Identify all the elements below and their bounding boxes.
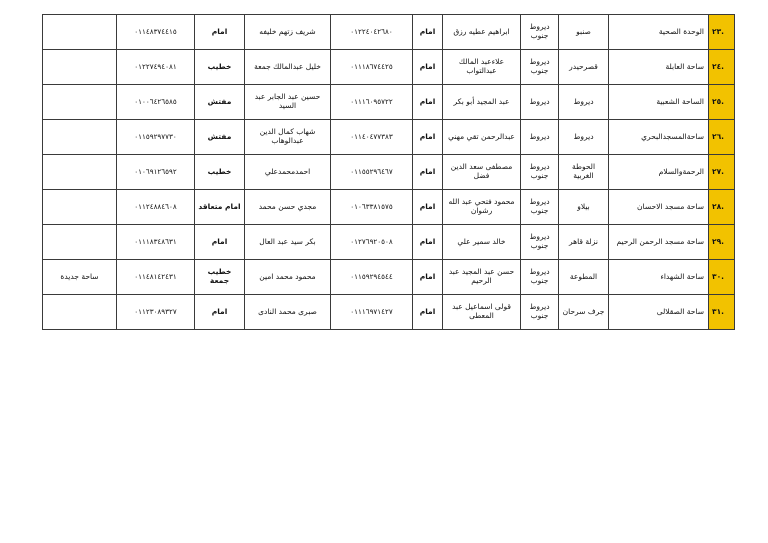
- note-cell: [43, 85, 117, 120]
- imam-phone-cell: ٠١٠٦٣٣٨١٥٧٥: [331, 190, 413, 225]
- second-phone-cell: ٠١١٥٩٢٩٧٧٣٠: [117, 120, 195, 155]
- row-number-cell: ٢٣.: [709, 15, 735, 50]
- note-cell: [43, 190, 117, 225]
- table-row: [43, 120, 735, 155]
- second-name-cell: شريف زتهم خليفه: [245, 15, 331, 50]
- imam-role-cell: امام: [413, 295, 443, 330]
- second-name-cell: احمدمحمدعلي: [245, 155, 331, 190]
- village-cell: نزلة قاهر: [559, 225, 609, 260]
- mosque-name-cell: ساحة الصقلالى: [609, 295, 709, 330]
- imam-phone-cell: ٠١١١٨٦٧٤٤٢٥: [331, 50, 413, 85]
- imam-role-cell: امام: [413, 260, 443, 295]
- second-phone-cell: ٠١١٤٨٣٧٤٤١٥: [117, 15, 195, 50]
- second-phone-cell: ٠١٠٦٩١٢٦٥٩٢: [117, 155, 195, 190]
- note-cell: [43, 225, 117, 260]
- imam-phone-cell: ٠١١١٦٠٩٥٧٢٢: [331, 85, 413, 120]
- imam-name-cell: مصطفى سعد الدين فضل: [443, 155, 521, 190]
- second-role-cell: مفتش: [195, 85, 245, 120]
- imam-phone-cell: ٠١١١٦٩٧١٤٢٧: [331, 295, 413, 330]
- imam-phone-cell: ٠١١٥٩٢٩٤٥٤٤: [331, 260, 413, 295]
- imam-name-cell: خالد سمير علي: [443, 225, 521, 260]
- second-phone-cell: ٠١١٢٤٨٨٤٦٠٨: [117, 190, 195, 225]
- row-number-cell: ٢٩.: [709, 225, 735, 260]
- row-number-cell: ٢٧.: [709, 155, 735, 190]
- mosque-name-cell: ساحة مسجد الاحسان: [609, 190, 709, 225]
- imam-role-cell: امام: [413, 155, 443, 190]
- village-cell: صنبو: [559, 15, 609, 50]
- second-name-cell: خليل عبدالمالك جمعة: [245, 50, 331, 85]
- row-number-cell: ٣٠.: [709, 260, 735, 295]
- imam-phone-cell: ٠١١٤٠٤٧٧٣٨٣: [331, 120, 413, 155]
- table-row: [43, 155, 735, 190]
- mosque-name-cell: ساحة الشهداء: [609, 260, 709, 295]
- imam-role-cell: امام: [413, 225, 443, 260]
- center-cell: ديروط جنوب: [521, 295, 559, 330]
- second-phone-cell: ٠١١٤٨١٤٢٤٣١: [117, 260, 195, 295]
- second-role-cell: امام متعاقد: [195, 190, 245, 225]
- second-name-cell: صبرى محمد النادى: [245, 295, 331, 330]
- second-name-cell: محمود محمد امين: [245, 260, 331, 295]
- imam-phone-cell: ٠١٢٧٦٩٢٠٥٠٨: [331, 225, 413, 260]
- second-name-cell: مجدي حسن محمد: [245, 190, 331, 225]
- table-row: [43, 295, 735, 330]
- center-cell: ديروط جنوب: [521, 155, 559, 190]
- table-row: [43, 50, 735, 85]
- imam-role-cell: امام: [413, 190, 443, 225]
- row-number-cell: ٢٥.: [709, 85, 735, 120]
- row-number-cell: ٣١.: [709, 295, 735, 330]
- imam-name-cell: عبدالرحمن تقي مهني: [443, 120, 521, 155]
- prayer-grounds-table: [42, 14, 735, 330]
- table-row: [43, 260, 735, 295]
- table-row: [43, 85, 735, 120]
- mosque-name-cell: الوحدة الصحية: [609, 15, 709, 50]
- mosque-name-cell: ساحة العابلة: [609, 50, 709, 85]
- village-cell: قصرحيدر: [559, 50, 609, 85]
- imam-name-cell: قولى اسماعيل عبد المعطى: [443, 295, 521, 330]
- imam-role-cell: امام: [413, 15, 443, 50]
- village-cell: بيلاو: [559, 190, 609, 225]
- imam-role-cell: امام: [413, 120, 443, 155]
- second-role-cell: مفتش: [195, 120, 245, 155]
- table-row: [43, 15, 735, 50]
- note-cell: [43, 120, 117, 155]
- note-cell: [43, 15, 117, 50]
- center-cell: ديروط: [521, 120, 559, 155]
- second-role-cell: امام: [195, 225, 245, 260]
- mosque-name-cell: الرحمةوالسلام: [609, 155, 709, 190]
- second-name-cell: بكر سيد عبد العال: [245, 225, 331, 260]
- village-cell: ديروط: [559, 85, 609, 120]
- second-role-cell: امام: [195, 15, 245, 50]
- village-cell: المطوعة: [559, 260, 609, 295]
- center-cell: ديروط جنوب: [521, 225, 559, 260]
- second-role-cell: خطيب: [195, 155, 245, 190]
- imam-phone-cell: ٠١٢٢٤٠٤٢٦٨٠: [331, 15, 413, 50]
- village-cell: ديروط: [559, 120, 609, 155]
- imam-name-cell: حسن عبد المجيد عبد الرحيم: [443, 260, 521, 295]
- imam-role-cell: امام: [413, 50, 443, 85]
- table-row: [43, 225, 735, 260]
- mosque-name-cell: ساحة مسجد الرحمن الرحيم: [609, 225, 709, 260]
- mosque-name-cell: الساحة الشعبية: [609, 85, 709, 120]
- imam-name-cell: ابراهيم عطيه رزق: [443, 15, 521, 50]
- second-name-cell: شهاب كمال الدين عبدالوهاب: [245, 120, 331, 155]
- imam-name-cell: عبد المجيد أبو بكر: [443, 85, 521, 120]
- second-role-cell: امام: [195, 295, 245, 330]
- row-number-cell: ٢٤.: [709, 50, 735, 85]
- center-cell: ديروط جنوب: [521, 260, 559, 295]
- table-body: [43, 15, 735, 330]
- village-cell: الحوطة الغربية: [559, 155, 609, 190]
- table-row: [43, 190, 735, 225]
- center-cell: ديروط جنوب: [521, 15, 559, 50]
- imam-phone-cell: ٠١١٥٥٢٩٦٤٦٧: [331, 155, 413, 190]
- center-cell: ديروط جنوب: [521, 50, 559, 85]
- mosque-name-cell: ساحةالمسجدالبحري: [609, 120, 709, 155]
- row-number-cell: ٢٨.: [709, 190, 735, 225]
- imam-name-cell: علاءعبد المالك عبدالتواب: [443, 50, 521, 85]
- center-cell: ديروط جنوب: [521, 190, 559, 225]
- note-cell: [43, 295, 117, 330]
- row-number-cell: ٢٦.: [709, 120, 735, 155]
- second-name-cell: حسين عبد الجابر عبد السيد: [245, 85, 331, 120]
- note-cell: ساحة جديدة: [43, 260, 117, 295]
- second-phone-cell: ٠١٢٢٧٤٩٤٠٨١: [117, 50, 195, 85]
- second-role-cell: خطيب جمعة: [195, 260, 245, 295]
- second-phone-cell: ٠١١٢٣٠٨٩٣٢٧: [117, 295, 195, 330]
- second-phone-cell: ٠١١١٨٣٤٨٦٣١: [117, 225, 195, 260]
- center-cell: ديروط: [521, 85, 559, 120]
- second-role-cell: خطيب: [195, 50, 245, 85]
- imam-role-cell: امام: [413, 85, 443, 120]
- imam-name-cell: محمود فتحي عبد الله رشوان: [443, 190, 521, 225]
- second-phone-cell: ٠١٠٠٦٤٢٦٥٨٥: [117, 85, 195, 120]
- village-cell: جرف سرحان: [559, 295, 609, 330]
- note-cell: [43, 155, 117, 190]
- note-cell: [43, 50, 117, 85]
